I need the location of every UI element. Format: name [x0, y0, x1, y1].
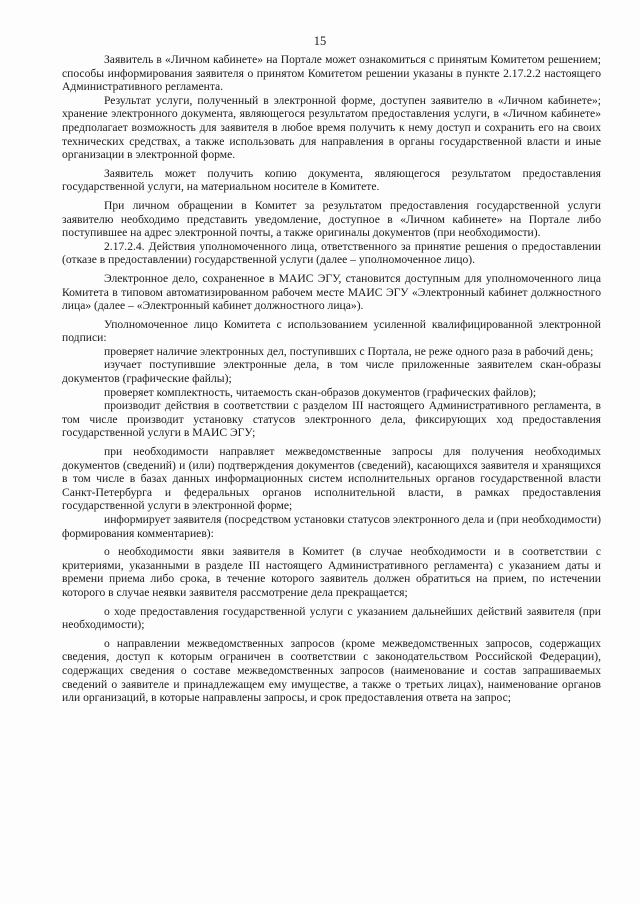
paragraph: о необходимости явки заявителя в Комитет (в случае необходимости и в соответствии с критериями, указанными в разделе III настоящего Административного регламента) с указанием даты и времени приема либо срока, в течение которого заявитель должен обратиться на прием, по истечении которого в случае неявки заявителя рассмотрение дела прекращается; [62, 545, 601, 599]
document-body [62, 53, 601, 705]
paragraph: производит действия в соответствии с разделом III настоящего Административного регламента, в том числе производит установку статусов электронного дела, фиксирующих ход предоставления государственной услуги в МАИС ЭГУ; [62, 399, 601, 440]
paragraph: при необходимости направляет межведомственные запросы для получения необходимых документов (сведений) и (или) подтверждения документов (сведений), касающихся заявителя и хранящихся в том числе в базах данных информационных систем исполнительных органов государственной власти Санкт-Петербурга и федеральных органов исполнительной власти, в рамках предоставления государственной услуги в электронной форме; [62, 445, 601, 513]
paragraph: проверяет комплектность, читаемость скан-образов документов (графических файлов); [104, 385, 537, 399]
paragraph: 2.17.2.4. Действия уполномоченного лица, ответственного за принятие решения о предоставлении (отказе в предоставлении) государственной услуги (далее – уполномоченное лицо). [62, 239, 601, 267]
paragraph: изучает поступившие электронные дела, в том числе приложенные заявителем скан-образы документов (графические файлы); [62, 358, 601, 386]
paragraph: проверяет наличие электронных дел, поступивших с Портала, не реже одного раза в рабочий день; [104, 344, 594, 358]
paragraph: о ходе предоставления государственной услуги с указанием дальнейших действий заявителя (при необходимости); [62, 604, 601, 632]
paragraph: Уполномоченное лицо Комитета с использованием усиленной квалифицированной электронной подписи: [62, 317, 601, 345]
paragraph: Заявитель может получить копию документа, являющегося результатом предоставления государственной услуги, на материальном носителе в Комитете. [62, 166, 601, 194]
paragraph: Результат услуги, полученный в электронной форме, доступен заявителю в «Личном кабинете»; хранение электронного документа, являющегося результатом предоставления услуги, в «Личном кабинете» предполагает возможность для заявителя в любое время получить к нему доступ и сохранить его на своих технических средствах, а также использовать для направления в органы государственной власти и иные организации в электронной форме. [62, 93, 601, 162]
page-number: 15 [313, 34, 327, 48]
paragraph: о направлении межведомственных запросов (кроме межведомственных запросов, содержащих сведения, доступ к которым ограничен в соответствии с законодательством Российской Федерации), содержащих сведения о составе межведомственных запросов (наименование и состав запрашиваемых сведений о заявителе и принадлежащем ему имуществе, а также о третьих лицах), наименование органов или организаций, в которые направлены запросы, и срок предоставления ответа на запрос; [62, 636, 601, 705]
paragraph: информирует заявителя (посредством установки статусов электронного дела и (при необходимости) формирования комментариев): [62, 513, 601, 540]
paragraph: Заявитель в «Личном кабинете» на Портале может ознакомиться с принятым Комитетом решением; способы информирования заявителя о принятом Комитетом решении указаны в пункте 2.17.2.2 настоящего Административного регламента. [62, 53, 601, 94]
paragraph: Электронное дело, сохраненное в МАИС ЭГУ, становится доступным для уполномоченного лица Комитета в типовом автоматизированном рабочем месте МАИС ЭГУ «Электронный кабинет должностного лица» (далее – «Электронный кабинет должностного лица»). [62, 271, 601, 313]
paragraph: При личном обращении в Комитет за результатом предоставления государственной услуги заявителю необходимо представить уведомление, доступное в «Личном кабинете» на Портале либо поступившее на адрес электронной почты, а также оригиналы документов (при необходимости). [62, 198, 601, 240]
